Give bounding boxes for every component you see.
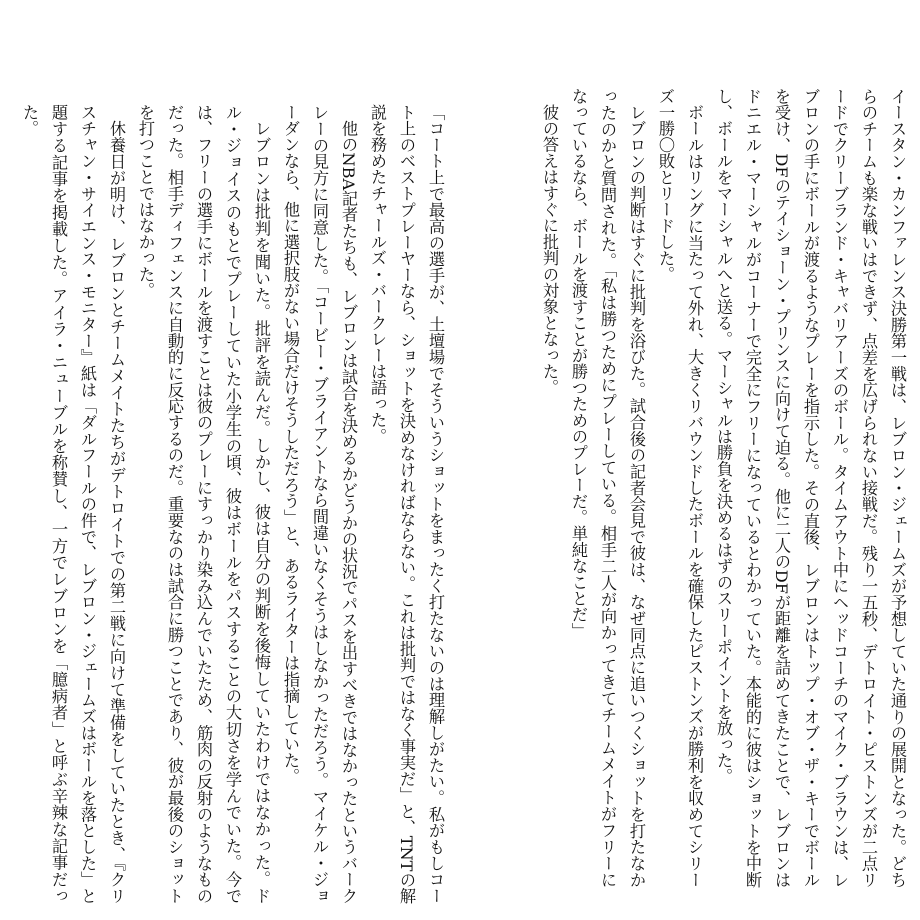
left-page-text bbox=[0, 104, 450, 904]
right-paragraph-3: レブロンの判断はすぐに批判を浴びた。試合後の記者会見で彼は、なぜ同点に追いつくショットを打たなかったのかと質問された。「私は勝つためにプレーしている。相手二人が向かってきてチームメイトがフリーになっているなら、ボールを渡すことが勝つためのプレーだ。単純なことだ」 bbox=[569, 88, 646, 888]
right-paragraph-1: イースタン・カンファレンス決勝第一戦は、レブロン・ジェームズが予想していた通りの展開となった。どちらのチームも楽な戦いはできず、点差を広げられない接戦だ。残り一五秒、デトロイト・ピストンズが二点リードでクリーブランド・キャバリアーズのボール。タイムアウト中にヘッドコーチのマイク・ブラウンは、レブロンの手にボールが渡るようなプレーを指示した。その直後、レブロンはトップ・オブ・ザ・キーでボールを受け、DFのテイショーン・プリンスに向けて迫る。他に二人のDFが距離を詰めてきたことで、レブロンはドニエル・マーシャルがコーナーで完全にフリーになっているとわかっていた。本能的に彼はショットを中断し、ボールをマーシャルへと送る。マーシャルは勝負を決めるはずのスリーポイントを放った。 bbox=[714, 88, 907, 888]
right-paragraph-4: 彼の答えはすぐに批判の対象となった。 bbox=[540, 104, 559, 396]
left-paragraph-2: 他のNBA記者たちも、レブロンは試合を決めるかどうかの状況でパスを出すべきではなかったというバークレーの見方に同意した。「コービー・ブライアントなら間違いなくそうはしなかっただろう。マイケル・ジョーダンなら、他に選択肢がない場合だけそうしただろう」と、あるライターは指摘していた。 bbox=[281, 104, 358, 904]
left-paragraph-3: レブロンは批判を聞いた。批評を読んだ。しかし、彼は自分の判断を後悔していたわけではなかった。ドル・ジョイスのもとでプレーしていた小学生の頃、彼はボールをパスすることの大切さを学んでいた。今では、フリーの選手にボールを渡すことは彼のプレーにすっかり染み込んでいたため、筋肉の反射のようなものだった。相手ディフェンスに自動的に反応するのだ。重要なのは試合に勝つことであり、彼が最後のショットを打つことではなかった。 bbox=[136, 104, 271, 904]
left-paragraph-1: 「コート上で最高の選手が、土壇場でそういうショットをまったく打たないのは理解しがたい。私がもしコート上のベストプレーヤーなら、ショットを決めなければならない。これは批判ではなく事実だ」と、TNTの解説を務めたチャールズ・バークレーは語った。 bbox=[368, 104, 445, 904]
left-paragraph-4: 休養日が明け、レブロンとチームメイトたちがデトロイトでの第二戦に向けて準備をしていたとき、『クリスチャン・サイエンス・モニター』紙は「ダルフールの件で、レブロン・ジェームズはボールを落とした」と題する記事を掲載した。アイラ・ニューブルを称賛し、一方でレブロンを「臆病者」と呼ぶ辛辣な記事だった。 bbox=[20, 104, 126, 904]
right-page-text bbox=[472, 88, 912, 888]
right-page bbox=[460, 0, 920, 920]
right-paragraph-2: ボールはリングに当たって外れ、大きくリバウンドしたボールを確保したピストンズが勝利を収めてシリーズ一勝〇敗とリードした。 bbox=[656, 88, 704, 888]
